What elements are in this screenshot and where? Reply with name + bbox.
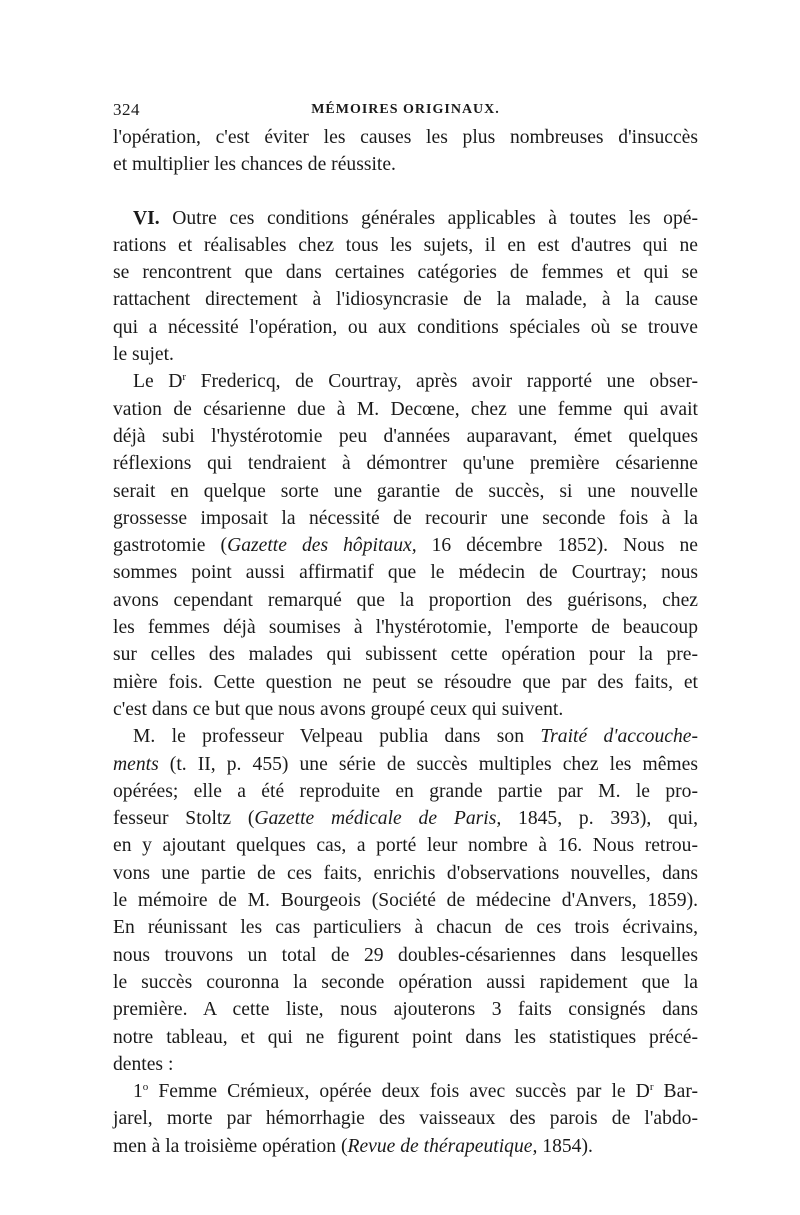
text-line: mière fois. Cette question ne peut se résoudre que par des faits, et [113, 671, 698, 693]
text-line [113, 1078, 698, 1105]
text-line: avons cependant remarqué que la proportion des guérisons, chez [113, 589, 698, 611]
text-run: Outre ces conditions générales applicables à toutes les opé- [172, 207, 698, 229]
text-line: sur celles des malades qui subissent cette opération pour la pre- [113, 644, 698, 666]
superscript: r [182, 371, 187, 384]
superscript: o [142, 1081, 149, 1094]
paragraph-case-1 [113, 1078, 698, 1160]
text-line: vation de césarienne due à M. Decœne, chez une femme qui avait [113, 398, 698, 420]
text-line: notre tableau, et qui ne figurent point dans les statistiques précé- [113, 1026, 698, 1048]
text-run: 16 décembre 1852). Nous ne [416, 535, 698, 557]
text-line: première. A cette liste, nous ajouterons 3 faits consignés dans [113, 999, 698, 1021]
text-line [113, 205, 698, 232]
citation-title: ments [113, 753, 159, 775]
paragraph-section-vi [113, 205, 698, 369]
text-run: men à la troisième opération ( [113, 1135, 348, 1157]
text-line: qui a nécessité l'opération, ou aux conditions spéciales où se trouve [113, 316, 698, 338]
text-line [113, 1133, 698, 1160]
text-run: 1854). [537, 1135, 593, 1157]
citation-title: Traité d'accouche- [540, 726, 698, 748]
section-number: VI. [133, 207, 160, 229]
text-line: rattachent directement à l'idiosyncrasie de la malade, à la cause [113, 289, 698, 311]
list-number: 1 [133, 1081, 143, 1103]
text-line: se rencontrent que dans certaines catégories de femmes et qui se [113, 262, 698, 284]
body-text [113, 124, 698, 1160]
text-line: opérées; elle a été reproduite en grande partie par M. le pro- [113, 780, 698, 802]
running-title: MÉMOIRES ORIGINAUX. [311, 102, 500, 117]
paragraph-continuation [113, 124, 698, 179]
text-run: Fredericq, de Courtray, après avoir rapporté une obser- [186, 371, 698, 393]
text-line: grossesse imposait la nécessité de recourir une seconde fois à la [113, 507, 698, 529]
text-run: fesseur Stoltz ( [113, 808, 255, 830]
text-line: sommes point aussi affirmatif que le médecin de Courtray; nous [113, 562, 698, 584]
text-line: réflexions qui tendraient à démontrer qu'une première césarienne [113, 453, 698, 475]
text-line: rations et réalisables chez tous les sujets, il en est d'autres qui ne [113, 234, 698, 256]
superscript: r [649, 1081, 654, 1094]
text-line [113, 532, 698, 559]
text-line: les femmes déjà soumises à l'hystérotomie, l'emporte de beaucoup [113, 617, 698, 639]
text-line: nous trouvons un total de 29 doubles-césariennes dans lesquelles [113, 944, 698, 966]
text-line: serait en quelque sorte une garantie de succès, si une nouvelle [113, 480, 698, 502]
text-line: En réunissant les cas particuliers à chacun de ces trois écrivains, [113, 917, 698, 939]
text-line [113, 723, 698, 750]
citation-title: Gazette médicale de Paris, [254, 808, 502, 830]
text-run: M. le professeur Velpeau publia dans son [133, 726, 541, 748]
text-line: l'opération, c'est éviter les causes les plus nombreuses d'insuccès [113, 127, 698, 148]
text-line: jarel, morte par hémorrhagie des vaisseaux des parois de l'abdo- [113, 1108, 698, 1130]
text-line [113, 368, 698, 395]
text-line: vons une partie de ces faits, enrichis d'observations nouvelles, dans [113, 862, 698, 884]
page-number: 324 [113, 100, 140, 119]
page-header [113, 96, 698, 124]
text-run: Bar- [653, 1081, 698, 1103]
text-line: dentes : [113, 1053, 174, 1075]
paragraph-gap [113, 179, 698, 205]
text-run: Femme Crémieux, opérée deux fois avec succès par le D [148, 1081, 650, 1103]
citation-title: Revue de thérapeutique, [347, 1135, 538, 1157]
text-run: Le D [133, 371, 183, 393]
text-line: c'est dans ce but que nous avons groupé ceux qui suivent. [113, 698, 564, 720]
text-line [113, 805, 698, 832]
book-page [113, 96, 698, 1160]
paragraph-fredericq [113, 368, 698, 723]
text-line: en y ajoutant quelques cas, a porté leur nombre à 16. Nous retrou- [113, 835, 698, 857]
text-line: le mémoire de M. Bourgeois (Société de médecine d'Anvers, 1859). [113, 890, 698, 912]
text-line: déjà subi l'hystérotomie peu d'années auparavant, émet quelques [113, 425, 698, 447]
text-line [113, 751, 698, 778]
paragraph-velpeau [113, 723, 698, 1078]
text-line: et multiplier les chances de réussite. [113, 154, 396, 176]
text-line: le succès couronna la seconde opération aussi rapidement que la [113, 971, 698, 993]
text-run: 1845, p. 393), qui, [501, 808, 698, 830]
text-run: (t. II, p. 455) une série de succès multiples chez les mêmes [158, 753, 698, 775]
text-line: le sujet. [113, 344, 174, 366]
citation-title: Gazette des hôpitaux, [227, 535, 417, 557]
text-run: gastrotomie ( [113, 535, 228, 557]
